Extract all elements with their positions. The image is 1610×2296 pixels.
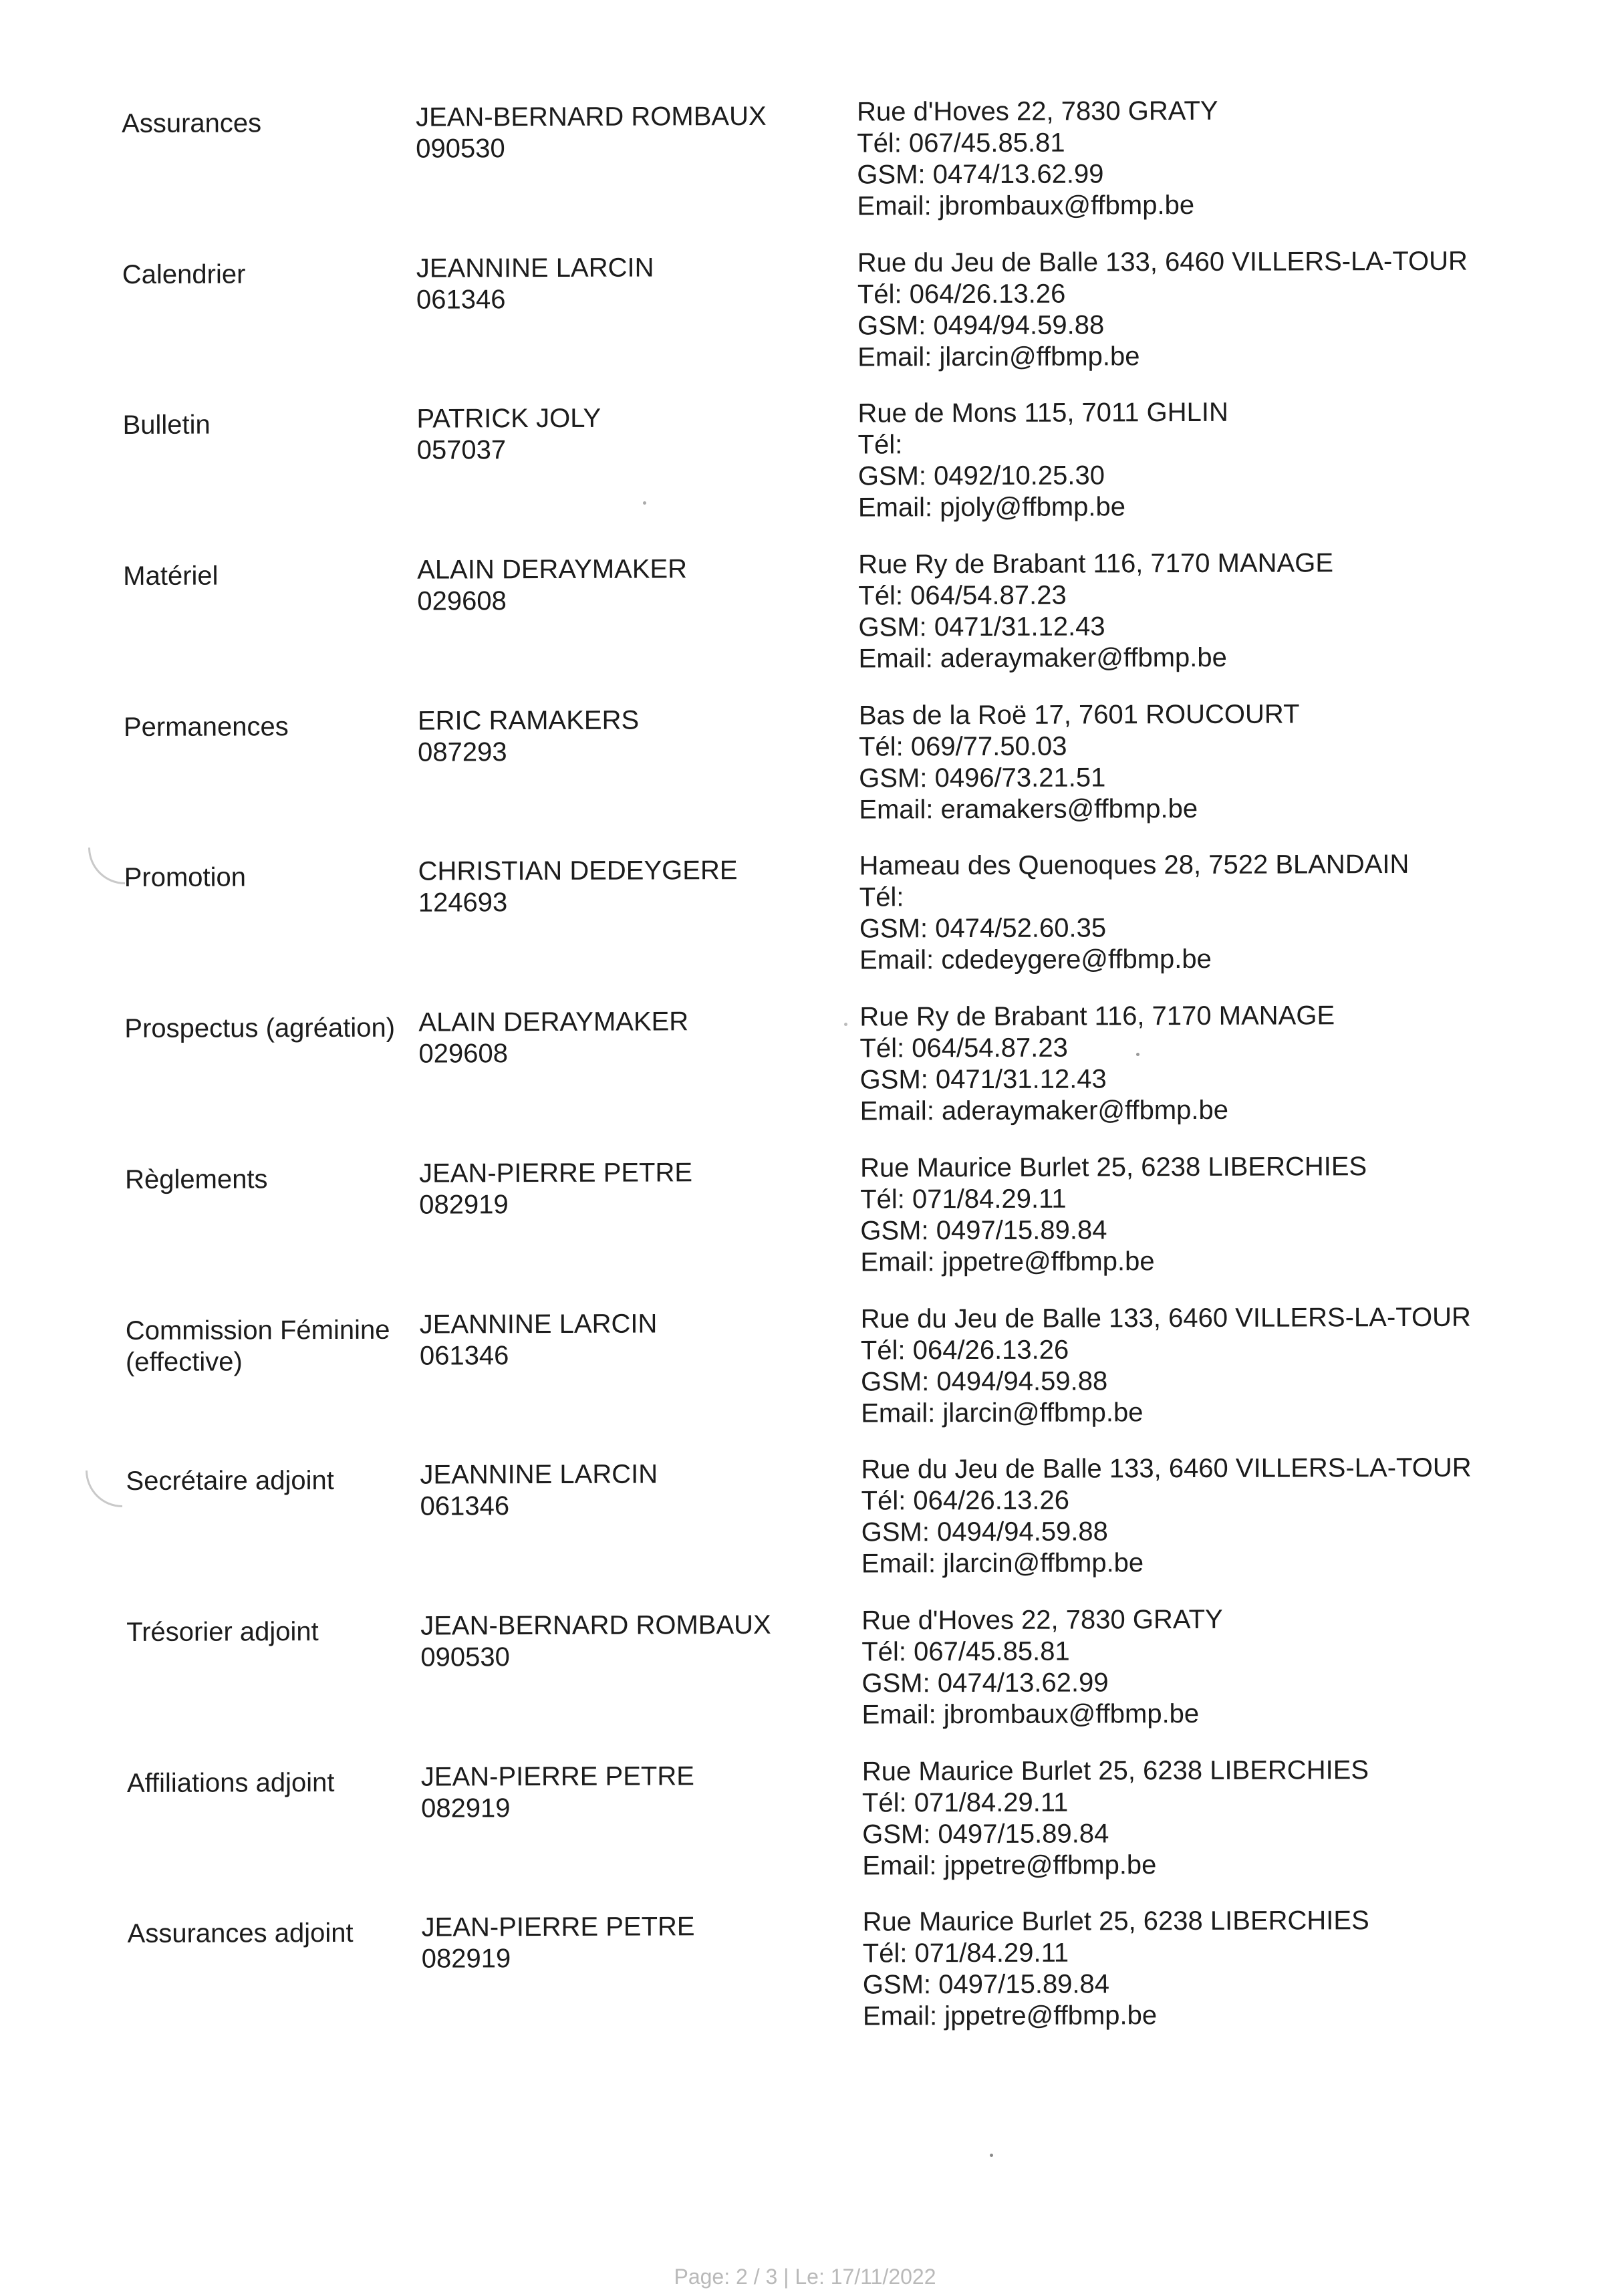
- contact-list: [122, 94, 1545, 2060]
- role-cell: [122, 400, 417, 551]
- role-cell: [122, 249, 417, 400]
- role-cell: [128, 1908, 422, 2060]
- telephone: Tél: 064/54.87.23: [858, 580, 1067, 611]
- role-label: Secrétaire adjoint: [126, 1466, 334, 1497]
- contact-cell: [859, 999, 1542, 1152]
- list-item: [122, 245, 1540, 400]
- person-cell: [416, 398, 858, 551]
- contact-cell: [859, 849, 1542, 1002]
- email: Email: jlarcin@ffbmp.be: [857, 341, 1140, 372]
- address: Rue Ry de Brabant 116, 7170 MANAGE: [859, 1001, 1335, 1032]
- contact-cell: [860, 1150, 1542, 1303]
- role-label: Règlements: [125, 1164, 268, 1194]
- person-cell: [420, 1454, 861, 1607]
- address: Rue d'Hoves 22, 7830 GRATY: [861, 1604, 1223, 1636]
- mobile: GSM: 0474/13.62.99: [861, 1668, 1109, 1698]
- address: Rue Maurice Burlet 25, 6238 LIBERCHIES: [859, 1151, 1367, 1183]
- person-name: JEAN-BERNARD ROMBAUX: [416, 101, 767, 132]
- person-cell: [418, 700, 859, 852]
- address: Rue du Jeu de Balle 133, 6460 VILLERS-LA-TOUR: [861, 1452, 1472, 1485]
- address: Rue Maurice Burlet 25, 6238 LIBERCHIES: [862, 1906, 1369, 1937]
- mobile: GSM: 0494/94.59.88: [860, 1366, 1108, 1397]
- scan-speck: [643, 501, 646, 505]
- address: Bas de la Roë 17, 7601 ROUCOURT: [858, 699, 1300, 731]
- mobile: GSM: 0494/94.59.88: [857, 310, 1105, 341]
- email: Email: jlarcin@ffbmp.be: [861, 1548, 1144, 1579]
- list-item: [126, 1603, 1544, 1758]
- person-name: JEAN-PIERRE PETRE: [418, 1158, 693, 1188]
- list-item: [124, 999, 1542, 1154]
- contact-cell: [857, 396, 1540, 549]
- contact-cell: [863, 1905, 1545, 2058]
- email: Email: jlarcin@ffbmp.be: [861, 1397, 1144, 1428]
- punch-hole-mark: [88, 848, 125, 884]
- mobile: GSM: 0471/31.12.43: [859, 1064, 1107, 1095]
- email: Email: jppetre@ffbmp.be: [860, 1246, 1155, 1277]
- member-number: 061346: [420, 1491, 510, 1521]
- list-item: [127, 1754, 1545, 1909]
- scan-speck: [844, 1023, 847, 1026]
- role-cell: [124, 852, 419, 1004]
- telephone: Tél: 064/26.13.26: [857, 279, 1066, 309]
- member-number: 029608: [418, 1039, 509, 1069]
- email: Email: cdedeygere@ffbmp.be: [859, 944, 1212, 975]
- contact-cell: [861, 1603, 1544, 1756]
- role-label: Commission Féminine: [125, 1315, 390, 1346]
- role-cell: [124, 701, 418, 853]
- address: Rue du Jeu de Balle 133, 6460 VILLERS-LA-TOUR: [860, 1302, 1471, 1334]
- role-label: Calendrier: [122, 259, 246, 289]
- telephone: Tél: 071/84.29.11: [860, 1184, 1067, 1215]
- telephone: Tél: 064/54.87.23: [859, 1033, 1068, 1063]
- role-cell: [127, 1757, 422, 1909]
- role-cell: [122, 98, 416, 250]
- email: Email: jppetre@ffbmp.be: [862, 2001, 1158, 2031]
- list-item: [122, 94, 1539, 249]
- scan-speck: [990, 2154, 993, 2157]
- telephone: Tél: 067/45.85.81: [861, 1636, 1070, 1667]
- list-item: [122, 396, 1540, 551]
- person-name: PATRICK JOLY: [416, 404, 601, 434]
- contact-cell: [859, 698, 1541, 851]
- person-name: ALAIN DERAYMAKER: [417, 554, 688, 585]
- address: Rue Maurice Burlet 25, 6238 LIBERCHIES: [861, 1755, 1369, 1787]
- email: Email: aderaymaker@ffbmp.be: [858, 642, 1227, 674]
- role-label: Affiliations adjoint: [126, 1767, 335, 1798]
- role-label: Prospectus (agréation): [124, 1013, 396, 1044]
- contact-cell: [862, 1754, 1545, 1907]
- telephone: Tél: 064/26.13.26: [861, 1485, 1070, 1516]
- mobile: GSM: 0474/52.60.35: [859, 913, 1107, 944]
- email: Email: pjoly@ffbmp.be: [857, 492, 1126, 523]
- person-cell: [416, 97, 857, 249]
- person-cell: [422, 1907, 863, 2059]
- contact-cell: [861, 1452, 1543, 1606]
- role-label: Promotion: [124, 862, 247, 893]
- list-item: [124, 698, 1541, 853]
- telephone: Tél: 071/84.29.11: [861, 1787, 1069, 1818]
- member-number: 087293: [418, 737, 507, 767]
- person-name: JEAN-PIERRE PETRE: [420, 1761, 694, 1792]
- mobile: GSM: 0497/15.89.84: [860, 1215, 1107, 1246]
- contact-cell: [857, 94, 1539, 247]
- email: Email: jbrombaux@ffbmp.be: [861, 1698, 1200, 1730]
- list-item: [125, 1150, 1542, 1305]
- telephone: Tél: 064/26.13.26: [860, 1335, 1069, 1366]
- mobile: GSM: 0474/13.62.99: [857, 159, 1104, 190]
- person-cell: [416, 247, 858, 400]
- person-cell: [418, 851, 860, 1003]
- person-cell: [421, 1756, 863, 1908]
- list-item: [126, 1452, 1543, 1608]
- person-name: JEANNINE LARCIN: [419, 1308, 658, 1340]
- email: Email: eramakers@ffbmp.be: [859, 793, 1198, 825]
- person-name: ALAIN DERAYMAKER: [418, 1007, 689, 1037]
- member-number: 061346: [419, 1340, 509, 1371]
- address: Rue Ry de Brabant 116, 7170 MANAGE: [858, 548, 1334, 580]
- contact-cell: [858, 547, 1540, 700]
- list-item: [128, 1905, 1545, 2060]
- member-number: 124693: [418, 888, 508, 918]
- address: Rue du Jeu de Balle 133, 6460 VILLERS-LA-TOUR: [857, 246, 1468, 278]
- role-label-line2: (effective): [125, 1346, 243, 1377]
- email: Email: aderaymaker@ffbmp.be: [859, 1095, 1229, 1126]
- member-number: 082919: [421, 1944, 511, 1974]
- member-number: 061346: [416, 284, 506, 315]
- punch-hole-mark: [86, 1471, 122, 1507]
- list-item: [123, 547, 1540, 702]
- telephone: Tél: 071/84.29.11: [862, 1938, 1069, 1968]
- person-name: CHRISTIAN DEDEYGERE: [418, 856, 738, 887]
- role-cell: [126, 1305, 420, 1456]
- person-cell: [418, 1002, 860, 1154]
- contact-cell: [857, 245, 1540, 398]
- role-cell: [123, 551, 418, 703]
- role-cell: [126, 1606, 421, 1758]
- role-label: Bulletin: [122, 410, 211, 440]
- member-number: 057037: [416, 435, 507, 465]
- mobile: GSM: 0496/73.21.51: [859, 763, 1106, 793]
- person-name: JEAN-BERNARD ROMBAUX: [420, 1610, 771, 1641]
- telephone: Tél:: [859, 882, 904, 912]
- member-number: 082919: [419, 1190, 509, 1220]
- member-number: 090530: [416, 134, 505, 164]
- address: Hameau des Quenoques 28, 7522 BLANDAIN: [859, 850, 1410, 881]
- telephone: Tél:: [857, 430, 903, 460]
- person-cell: [417, 549, 859, 702]
- email: Email: jbrombaux@ffbmp.be: [857, 190, 1195, 221]
- person-name: JEANNINE LARCIN: [420, 1459, 658, 1490]
- address: Rue d'Hoves 22, 7830 GRATY: [856, 96, 1218, 127]
- person-cell: [420, 1605, 862, 1757]
- person-name: JEAN-PIERRE PETRE: [421, 1912, 695, 1942]
- role-label: Assurances: [122, 108, 262, 138]
- role-label: Matériel: [123, 561, 219, 592]
- address: Rue de Mons 115, 7011 GHLIN: [857, 398, 1228, 428]
- scan-speck: [1136, 1053, 1139, 1056]
- person-cell: [419, 1152, 861, 1305]
- role-label: Trésorier adjoint: [126, 1616, 319, 1647]
- mobile: GSM: 0471/31.12.43: [858, 612, 1105, 642]
- role-cell: [126, 1456, 420, 1608]
- member-number: 029608: [417, 586, 507, 616]
- role-cell: [125, 1154, 420, 1305]
- member-number: 090530: [420, 1642, 510, 1672]
- role-cell: [124, 1003, 419, 1155]
- mobile: GSM: 0494/94.59.88: [861, 1517, 1108, 1547]
- person-name: JEANNINE LARCIN: [416, 253, 654, 283]
- list-item: [126, 1301, 1543, 1456]
- role-label: Assurances adjoint: [127, 1918, 354, 1949]
- role-label: Permanences: [123, 711, 289, 742]
- mobile: GSM: 0497/15.89.84: [862, 1969, 1110, 2000]
- mobile: GSM: 0492/10.25.30: [857, 461, 1105, 491]
- person-name: ERIC RAMAKERS: [417, 705, 640, 736]
- list-item: [124, 849, 1542, 1004]
- telephone: Tél: 067/45.85.81: [857, 128, 1065, 158]
- email: Email: jppetre@ffbmp.be: [862, 1849, 1157, 1881]
- person-cell: [420, 1303, 861, 1456]
- contact-cell: [861, 1301, 1543, 1454]
- telephone: Tél: 069/77.50.03: [858, 731, 1067, 762]
- page-footer: Page: 2 / 3 | Le: 17/11/2022: [674, 2265, 936, 2289]
- member-number: 082919: [420, 1793, 511, 1823]
- mobile: GSM: 0497/15.89.84: [862, 1818, 1109, 1849]
